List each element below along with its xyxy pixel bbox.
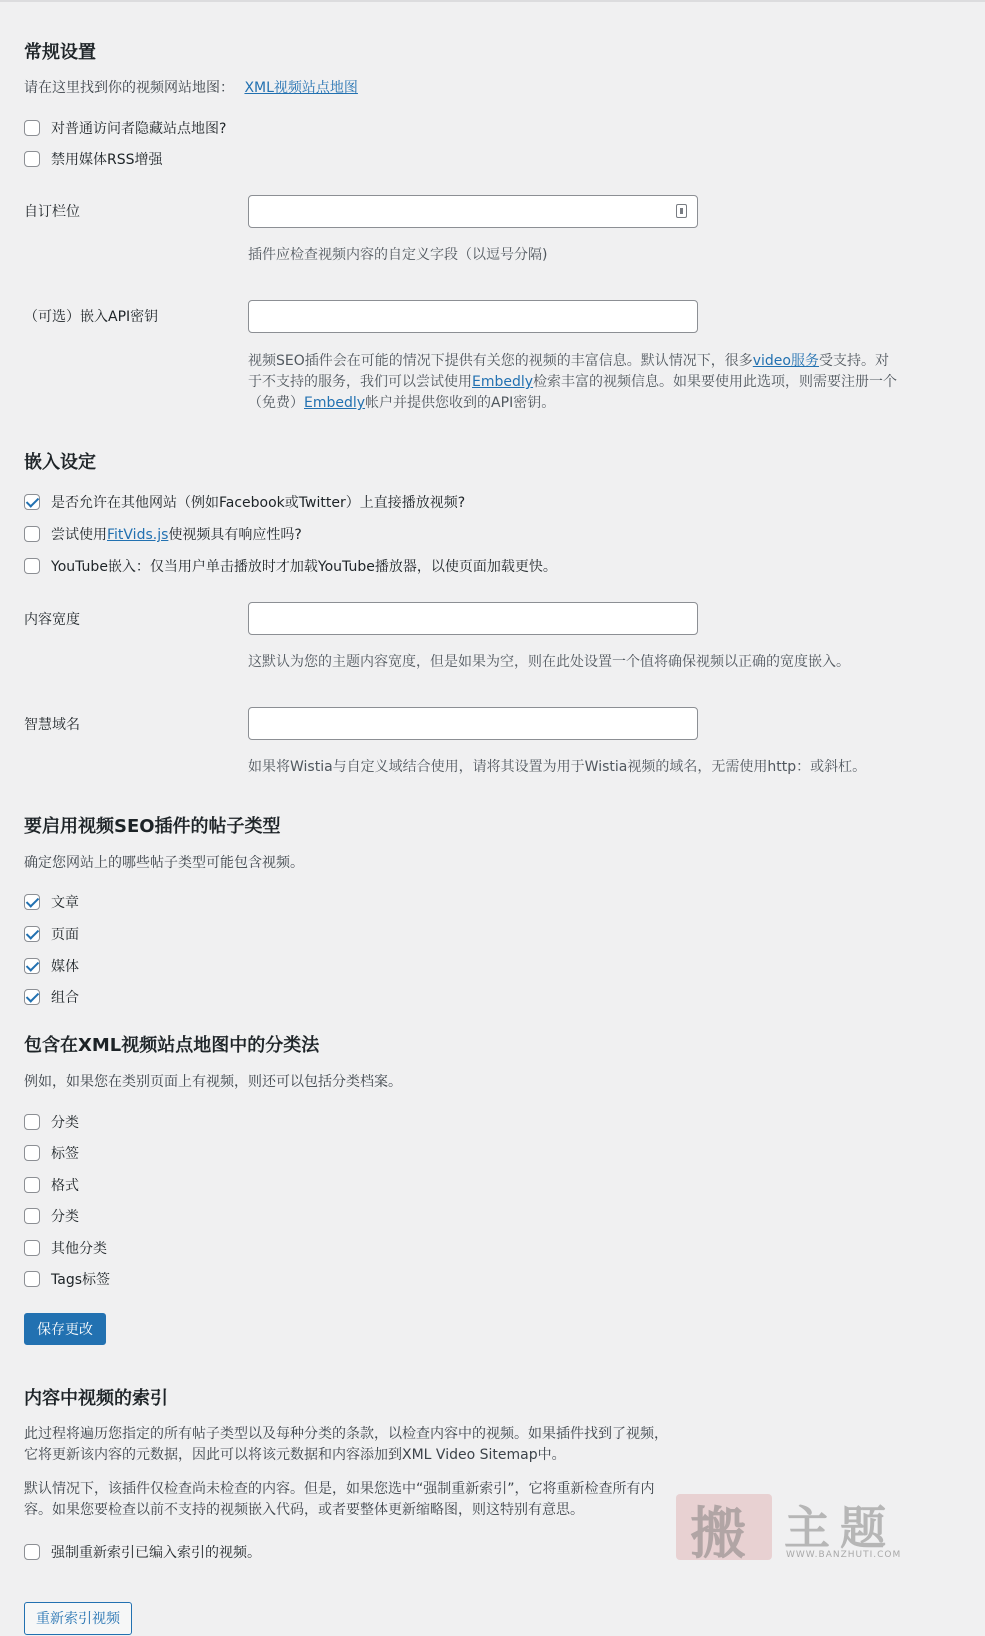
index-paragraph-2: 默认情况下，该插件仅检查尚未检查的内容。但是，如果您选中“强制重新索引”，它将重新检查所有内 容。如果您要检查以前不支持的视频嵌入代码，或者要整体更新缩略图，则这特别有意思。	[24, 1481, 655, 1518]
post-type-checkbox[interactable]	[24, 989, 40, 1005]
youtube-embed-checkbox[interactable]	[24, 558, 40, 574]
post-types-desc: 确定您网站上的哪些帖子类型可能包含视频。	[24, 855, 304, 871]
taxonomy-option[interactable]: 格式	[24, 1174, 79, 1196]
content-width-label: 内容宽度	[24, 612, 80, 628]
watermark-char: 主	[784, 1501, 830, 1555]
video-index-heading: 内容中视频的索引	[24, 1388, 168, 1409]
taxonomy-checkbox[interactable]	[24, 1271, 40, 1287]
content-width-input[interactable]	[248, 602, 698, 635]
fitvids-link[interactable]: FitVids.js	[107, 527, 169, 543]
youtube-embed-option[interactable]: YouTube嵌入：仅当用户单击播放时才加载YouTube播放器，以使页面加载更快。	[24, 555, 557, 577]
api-key-label: （可选）嵌入API密钥	[24, 309, 159, 325]
wistia-domain-help: 如果将Wistia与自定义域结合使用，请将其设置为用于Wistia视频的域名，无需使用http：或斜杠。	[248, 759, 867, 775]
post-type-option[interactable]: 文章	[24, 891, 79, 913]
post-type-option[interactable]: 组合	[24, 986, 79, 1008]
index-paragraph-1: 此过程将遍历您指定的所有帖子类型以及每种分类的条款，以检查内容中的视频。如果插件找到了视频， 它将更新该内容的元数据，因此可以将该元数据和内容添加到XML Video Sitemap中。	[24, 1426, 668, 1463]
taxonomy-option[interactable]: 标签	[24, 1142, 79, 1164]
custom-fields-label: 自订栏位	[24, 204, 80, 220]
custom-fields-input[interactable]	[248, 195, 698, 228]
watermark-char: 题	[840, 1501, 886, 1555]
embed-settings-heading: 嵌入设定	[24, 452, 96, 473]
disable-rss-option[interactable]: 禁用媒体RSS增强	[24, 148, 163, 170]
force-reindex-checkbox[interactable]	[24, 1544, 40, 1560]
embedly-account-link[interactable]: Embedly	[304, 395, 366, 411]
taxonomy-checkbox[interactable]	[24, 1114, 40, 1130]
reindex-videos-button[interactable]: 重新索引视频	[24, 1602, 132, 1635]
taxonomy-checkbox[interactable]	[24, 1145, 40, 1161]
taxonomy-option[interactable]: Tags标签	[24, 1268, 110, 1290]
post-type-checkbox[interactable]	[24, 894, 40, 910]
xml-video-sitemap-link[interactable]: XML视频站点地图	[244, 80, 358, 96]
taxonomy-checkbox[interactable]	[24, 1240, 40, 1256]
taxonomy-option[interactable]: 分类	[24, 1205, 79, 1227]
top-divider	[0, 0, 985, 2]
taxonomy-option[interactable]: 分类	[24, 1111, 79, 1133]
post-types-heading: 要启用视频SEO插件的帖子类型	[24, 816, 281, 837]
video-services-link[interactable]: video服务	[752, 353, 819, 369]
taxonomies-desc: 例如，如果您在类别页面上有视频，则还可以包括分类档案。	[24, 1074, 402, 1090]
content-width-help: 这默认为您的主题内容宽度，但是如果为空，则在此处设置一个值将确保视频以正确的宽度嵌入。	[248, 654, 850, 670]
allow-other-sites-option[interactable]: 是否允许在其他网站（例如Facebook或Twitter）上直接播放视频?	[24, 491, 465, 513]
taxonomy-checkbox[interactable]	[24, 1208, 40, 1224]
embedly-link[interactable]: Embedly	[472, 374, 534, 390]
hide-sitemap-checkbox[interactable]	[24, 120, 40, 136]
fitvids-checkbox[interactable]	[24, 526, 40, 542]
fitvids-option[interactable]: 尝试使用FitVids.js使视频具有响应性吗?	[24, 523, 302, 545]
keyboard-icon[interactable]	[676, 204, 687, 218]
general-settings-heading: 常规设置	[24, 42, 96, 63]
post-type-option[interactable]: 页面	[24, 923, 79, 945]
api-key-help: 视频SEO插件会在可能的情况下提供有关您的视频的丰富信息。默认情况下，很多video服务受支持。对 于不支持的服务，我们可以尝试使用Embedly检索丰富的视频信息。如果要使用此选项，则需要注册一个 （免费）Embedly帐户并提供您收到的API密钥。	[248, 353, 898, 411]
watermark-site: WWW.BANZHUTI.COM	[786, 1550, 902, 1560]
post-type-option[interactable]: 媒体	[24, 955, 79, 977]
custom-fields-help: 插件应检查视频内容的自定义字段（以逗号分隔)	[248, 247, 548, 263]
api-key-input[interactable]	[248, 300, 698, 333]
save-changes-button[interactable]: 保存更改	[24, 1313, 106, 1345]
wistia-domain-input[interactable]	[248, 707, 698, 740]
post-type-checkbox[interactable]	[24, 958, 40, 974]
hide-sitemap-option[interactable]: 对普通访问者隐藏站点地图?	[24, 117, 226, 139]
taxonomy-option[interactable]: 其他分类	[24, 1237, 107, 1259]
force-reindex-option[interactable]: 强制重新索引已编入索引的视频。	[24, 1541, 261, 1563]
watermark-logo	[676, 1494, 906, 1567]
allow-other-sites-checkbox[interactable]	[24, 494, 40, 510]
sitemap-location-text: 请在这里找到你的视频网站地图： XML视频站点地图	[24, 80, 358, 96]
taxonomy-checkbox[interactable]	[24, 1177, 40, 1193]
watermark-char: 搬	[690, 1501, 746, 1567]
post-type-checkbox[interactable]	[24, 926, 40, 942]
wistia-domain-label: 智慧域名	[24, 717, 80, 733]
disable-rss-checkbox[interactable]	[24, 151, 40, 167]
taxonomies-heading: 包含在XML视频站点地图中的分类法	[24, 1035, 320, 1056]
